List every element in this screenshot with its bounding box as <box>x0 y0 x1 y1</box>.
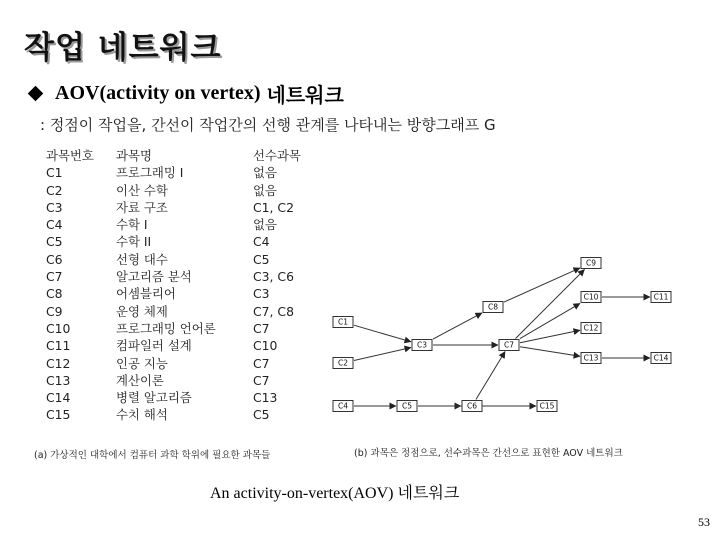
cell-prerequisites: C4 <box>253 234 270 250</box>
cell-prerequisites: C10 <box>253 338 278 354</box>
cell-course-number: C5 <box>46 234 63 250</box>
bullet-text-en: AOV(activity on vertex) <box>55 81 261 104</box>
table-body <box>46 164 333 423</box>
graph-node-label: C9 <box>585 258 597 268</box>
bullet-text-kr: 네트워크 <box>266 82 344 107</box>
cell-prerequisites: C7 <box>253 372 270 388</box>
cell-course-number: C11 <box>46 338 71 354</box>
graph-node-c2 <box>333 358 353 369</box>
cell-course-name: 병렬 알고리즘 <box>116 390 192 406</box>
graph-node-c9 <box>581 258 601 269</box>
table-row <box>46 251 333 268</box>
cell-course-number: C6 <box>46 251 63 267</box>
cell-course-number: C2 <box>46 182 63 198</box>
diamond-bullet-icon <box>28 85 44 101</box>
cell-course-name: 수학 II <box>116 234 152 250</box>
cell-prerequisites: 없음 <box>253 182 277 198</box>
graph-node-label: C15 <box>539 401 555 411</box>
cell-course-number: C10 <box>46 320 71 336</box>
table-row <box>46 233 333 250</box>
cell-course-number: C1 <box>46 165 63 181</box>
cell-course-name: 인공 지능 <box>116 355 168 371</box>
graph-node-label: C3 <box>416 340 428 350</box>
cell-prerequisites: C3, C6 <box>253 269 294 285</box>
cell-prerequisites: 없음 <box>253 165 277 181</box>
cell-course-name: 알고리즘 분석 <box>116 269 192 285</box>
cell-prerequisites: C3 <box>253 286 270 302</box>
header-course-name: 과목명 <box>116 148 152 163</box>
cell-prerequisites: C7 <box>253 320 270 336</box>
graph-node-c8 <box>483 302 503 313</box>
cell-prerequisites: C1, C2 <box>253 199 294 215</box>
graph-node-c6 <box>462 401 482 412</box>
graph-node-c4 <box>333 401 353 412</box>
edge-c7-c12 <box>520 330 580 342</box>
graph-node-label: C10 <box>583 292 599 302</box>
cell-prerequisites: C5 <box>253 407 270 423</box>
cell-course-number: C7 <box>46 269 63 285</box>
cell-course-name: 프로그래밍 언어론 <box>116 320 216 336</box>
edge-c2-c3 <box>354 348 411 361</box>
graph-node-c7 <box>499 340 519 351</box>
graph-node-label: C11 <box>653 292 669 302</box>
graph-node-label: C1 <box>337 317 349 327</box>
table-row <box>46 320 333 337</box>
table-row <box>46 337 333 354</box>
cell-prerequisites: C7, C8 <box>253 303 294 319</box>
cell-course-number: C13 <box>46 372 71 388</box>
graph-node-label: C5 <box>401 401 413 411</box>
graph-node-c12 <box>581 323 601 334</box>
cell-course-number: C4 <box>46 217 63 233</box>
graph-node-c11 <box>651 292 671 303</box>
table-row <box>46 406 333 423</box>
aov-network-graph <box>325 252 685 424</box>
graph-node-c15 <box>537 401 557 412</box>
cell-course-name: 프로그래밍 I <box>116 165 184 181</box>
table-row <box>46 389 333 406</box>
definition-text: : 정점이 작업을, 간선이 작업간의 선행 관계를 나타내는 방향그래프 G <box>40 116 496 134</box>
edge-c3-c8 <box>433 313 482 339</box>
slide-title: 작업 네트워크 <box>24 30 222 66</box>
graph-node-c10 <box>581 292 601 303</box>
cell-course-name: 어셈블리어 <box>116 286 176 302</box>
table-header-row <box>46 147 333 164</box>
graph-node-label: C14 <box>653 353 669 363</box>
bottom-caption: An activity-on-vertex(AOV) 네트워크 <box>210 485 460 502</box>
cell-course-number: C9 <box>46 303 63 319</box>
table-row <box>46 182 333 199</box>
graph-node-c1 <box>333 317 353 328</box>
cell-course-name: 이산 수학 <box>116 182 168 198</box>
cell-course-name: 선형 대수 <box>116 251 168 267</box>
course-table <box>46 147 333 424</box>
table-row <box>46 164 333 181</box>
cell-course-name: 수학 I <box>116 217 148 233</box>
edge-c7-c13 <box>520 347 580 357</box>
header-prerequisites: 선수과목 <box>253 148 301 163</box>
cell-course-number: C14 <box>46 390 71 406</box>
cell-prerequisites: C7 <box>253 355 270 371</box>
table-row <box>46 355 333 372</box>
edge-c7-c10 <box>520 303 580 338</box>
graph-node-c13 <box>581 353 601 364</box>
graph-node-c3 <box>412 340 432 351</box>
graph-node-label: C8 <box>487 302 499 312</box>
edge-c7-c9 <box>516 270 585 339</box>
graph-node-label: C2 <box>337 358 349 368</box>
table-row <box>46 216 333 233</box>
header-course-number: 과목번호 <box>46 148 94 163</box>
cell-course-number: C8 <box>46 286 63 302</box>
table-row <box>46 285 333 302</box>
graph-caption: (b) 과목은 정점으로, 선수과목은 간선으로 표현한 AOV 네트워크 <box>354 448 623 459</box>
edge-c1-c3 <box>354 325 411 342</box>
cell-course-name: 수치 해석 <box>116 407 168 423</box>
cell-course-name: 컴파일러 설계 <box>116 338 192 354</box>
table-row <box>46 199 333 216</box>
cell-course-number: C15 <box>46 407 71 423</box>
edge-c6-c7 <box>476 352 505 400</box>
cell-course-name: 운영 체제 <box>116 303 168 319</box>
graph-node-c5 <box>397 401 417 412</box>
graph-node-label: C12 <box>583 323 599 333</box>
cell-course-name: 계산이론 <box>116 372 164 388</box>
cell-course-number: C3 <box>46 199 63 215</box>
graph-node-label: C7 <box>503 340 515 350</box>
cell-prerequisites: 없음 <box>253 217 277 233</box>
graph-node-label: C6 <box>466 401 478 411</box>
cell-prerequisites: C13 <box>253 390 278 406</box>
graph-node-label: C13 <box>583 353 599 363</box>
table-row <box>46 303 333 320</box>
graph-node-label: C4 <box>337 401 349 411</box>
bullet-row <box>30 78 344 108</box>
page-number: 53 <box>698 515 710 529</box>
graph-node-c14 <box>651 353 671 364</box>
table-caption: (a) 가상적인 대학에서 컴퓨터 과학 학위에 필요한 과목들 <box>34 450 271 461</box>
cell-prerequisites: C5 <box>253 251 270 267</box>
cell-course-name: 자료 구조 <box>116 199 168 215</box>
table-row <box>46 372 333 389</box>
cell-course-number: C12 <box>46 355 71 371</box>
table-row <box>46 268 333 285</box>
